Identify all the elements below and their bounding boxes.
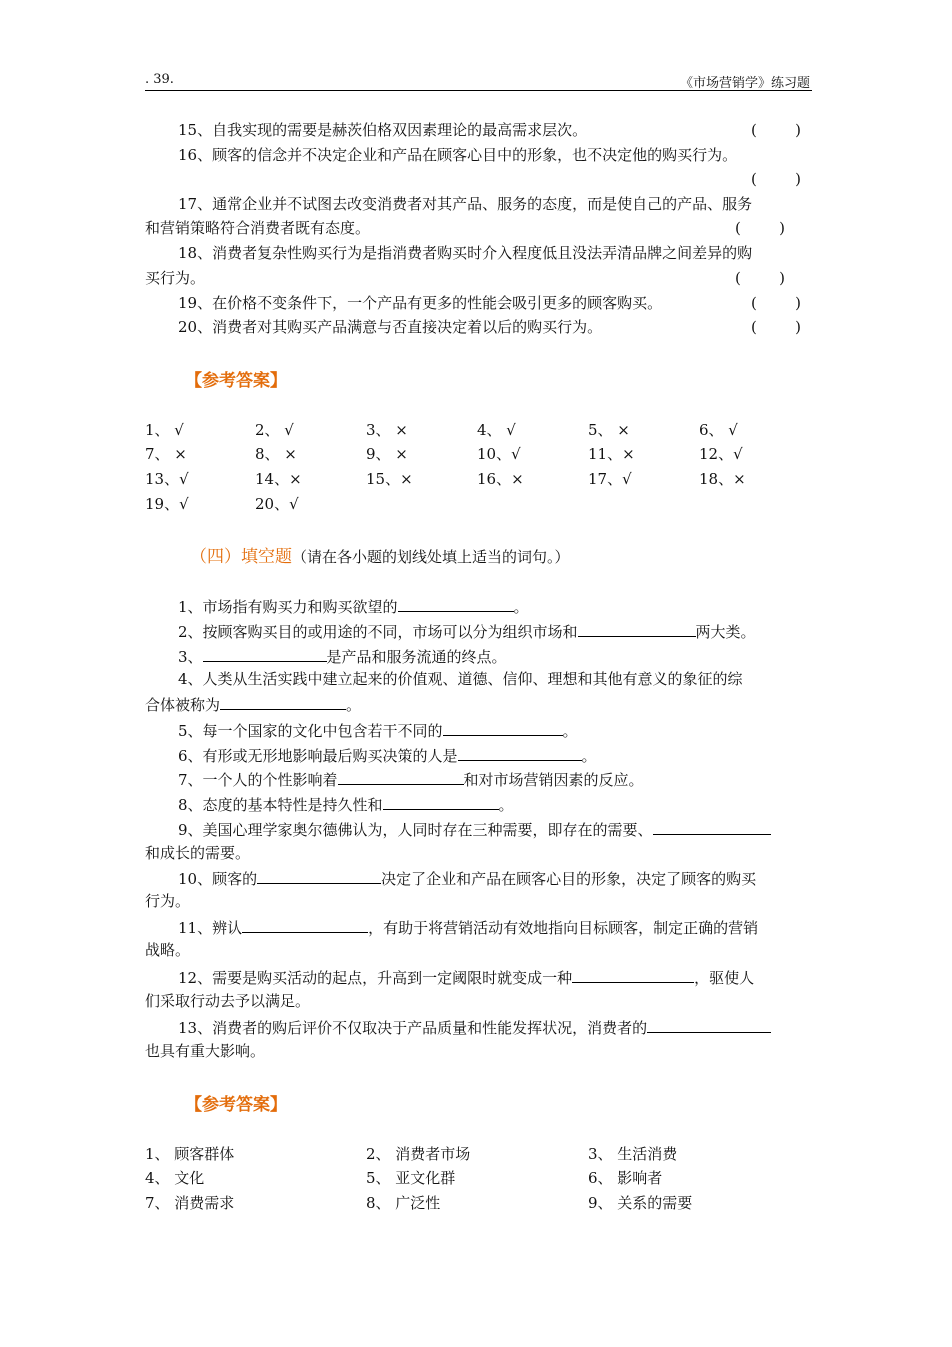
fill-question-9-cont: 和成长的需要。 [145, 844, 251, 862]
answer-blank [578, 619, 696, 637]
tf-answer: 20、√ [255, 495, 299, 513]
fill-question-5: 5、每一个国家的文化中包含若干不同的 。 [178, 718, 578, 742]
tf-answer: 4、 √ [477, 421, 516, 439]
fill-question-10: 10、顾客的 决定了企业和产品在顾客心目的形象，决定了顾客的购买 [178, 866, 756, 890]
tf-question-18-cont: 买行为。 [145, 269, 206, 287]
answer-parentheses: ( ) [735, 219, 785, 237]
tf-answer: 18、× [699, 470, 746, 488]
answer-blank [647, 1015, 771, 1033]
tf-answer: 9、 × [366, 445, 408, 463]
answer-parentheses: ( ) [751, 170, 801, 188]
fill-question-1: 1、市场指有购买力和购买欲望的 。 [178, 594, 529, 618]
tf-answer: 19、√ [145, 495, 189, 513]
tf-answer: 2、 √ [255, 421, 294, 439]
tf-answer: 3、 × [366, 421, 408, 439]
answer-blank [338, 767, 464, 785]
fill-question-8: 8、态度的基本特性是持久性和 。 [178, 792, 514, 816]
tf-answer: 8、 × [255, 445, 297, 463]
tf-answer: 15、× [366, 470, 413, 488]
answer-blank [443, 718, 563, 736]
answers-heading: 【参考答案】 [185, 1095, 287, 1115]
fill-question-2: 2、按顾客购买目的或用途的不同，市场可以分为组织市场和 两大类。 [178, 619, 756, 643]
fill-question-13: 13、消费者的购后评价不仅取决于产品质量和性能发挥状况，消费者的 [178, 1015, 771, 1039]
tf-answer: 14、× [255, 470, 302, 488]
tf-answer: 12、√ [699, 445, 743, 463]
answer-parentheses: ( ) [735, 269, 785, 287]
fill-answer: 8、 广泛性 [366, 1194, 441, 1212]
tf-answer: 13、√ [145, 470, 189, 488]
fill-question-9: 9、美国心理学家奥尔德佛认为，人同时存在三种需要，即存在的需要、 [178, 817, 771, 841]
fill-question-12-cont: 们采取行动去予以满足。 [145, 992, 311, 1010]
fill-question-7: 7、一个人的个性影响着 和对市场营销因素的反应。 [178, 767, 644, 791]
tf-question-19: 19、在价格不变条件下，一个产品有更多的性能会吸引更多的顾客购买。 [178, 294, 663, 312]
section-instruction: （请在各小题的划线处填上适当的词句。） [292, 548, 570, 566]
fill-question-4: 4、人类从生活实践中建立起来的价值观、道德、信仰、理想和其他有意义的象征的综 [178, 670, 743, 688]
answer-blank [572, 965, 694, 983]
answer-parentheses: ( ) [751, 121, 801, 139]
fill-answer: 1、 顾客群体 [145, 1145, 235, 1163]
fill-question-13-cont: 也具有重大影响。 [145, 1042, 266, 1060]
tf-question-20: 20、消费者对其购买产品满意与否直接决定着以后的购买行为。 [178, 318, 603, 336]
answer-blank [242, 915, 368, 933]
tf-question-17-cont: 和营销策略符合消费者既有态度。 [145, 219, 371, 237]
tf-answer: 11、× [588, 445, 635, 463]
book-title: 《市场营销学》练习题 [679, 76, 810, 91]
fill-question-3: 3、 是产品和服务流通的终点。 [178, 644, 507, 668]
answer-blank [203, 644, 327, 662]
fill-question-6: 6、有形或无形地影响最后购买决策的人是 。 [178, 743, 597, 767]
answer-blank [458, 743, 582, 761]
tf-answer: 5、 × [588, 421, 630, 439]
fill-answer: 4、 文化 [145, 1169, 205, 1187]
tf-question-15: 15、自我实现的需要是赫茨伯格双因素理论的最高需求层次。 [178, 121, 588, 139]
tf-answer: 16、× [477, 470, 524, 488]
fill-answer: 2、 消费者市场 [366, 1145, 471, 1163]
fill-question-12: 12、需要是购买活动的起点，升高到一定阈限时就变成一种 ，驱使人 [178, 965, 754, 989]
fill-answer: 5、 亚文化群 [366, 1169, 456, 1187]
page-number: . 39. [145, 72, 174, 87]
fill-answer: 6、 影响者 [588, 1169, 663, 1187]
answer-blank [257, 866, 381, 884]
answer-parentheses: ( ) [751, 294, 801, 312]
fill-question-11-cont: 战略。 [145, 941, 191, 959]
answer-blank [383, 792, 499, 810]
tf-question-18: 18、消费者复杂性购买行为是指消费者购买时介入程度低且没法弄清品牌之间差异的购 [178, 244, 753, 262]
tf-answer: 1、 √ [145, 421, 184, 439]
fill-answer: 7、 消费需求 [145, 1194, 235, 1212]
tf-answer: 7、 × [145, 445, 187, 463]
tf-answer: 6、 √ [699, 421, 738, 439]
answer-blank [398, 594, 514, 612]
tf-question-17: 17、通常企业并不试图去改变消费者对其产品、服务的态度，而是使自己的产品、服务 [178, 195, 753, 213]
fill-answer: 9、 关系的需要 [588, 1194, 693, 1212]
tf-question-16: 16、顾客的信念并不决定企业和产品在顾客心目中的形象，也不决定他的购买行为。 [178, 146, 738, 164]
answers-heading: 【参考答案】 [185, 371, 287, 391]
answer-parentheses: ( ) [751, 318, 801, 336]
section-title: （四）填空题（请在各小题的划线处填上适当的词句。） [190, 547, 570, 567]
fill-question-11: 11、辨认 ，有助于将营销活动有效地指向目标顾客，制定正确的营销 [178, 915, 758, 939]
answer-blank [653, 817, 771, 835]
answer-blank [220, 692, 346, 710]
fill-question-4-cont: 合体被称为 。 [145, 692, 361, 716]
page-header [145, 70, 812, 91]
fill-answer: 3、 生活消费 [588, 1145, 678, 1163]
tf-answer: 10、√ [477, 445, 521, 463]
fill-question-10-cont: 行为。 [145, 892, 191, 910]
tf-answer: 17、√ [588, 470, 632, 488]
